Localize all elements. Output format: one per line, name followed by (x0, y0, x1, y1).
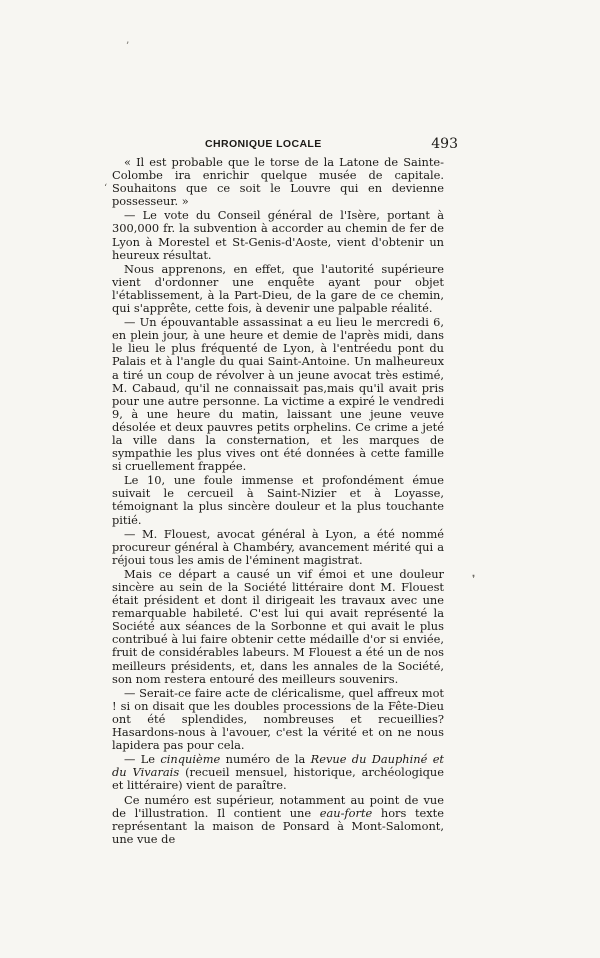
margin-mark-top: ’ (126, 41, 130, 52)
margin-mark-right: ❜ (472, 574, 476, 585)
article-body (112, 156, 444, 846)
paragraph: — Un épouvantable assassinat a eu lieu le mercredi 6, en plein jour, à une heure et demie de l'après midi, dans le lieu le plus fréquenté de Lyon, à l'entréedu pont du Palais et à l'angle du quai Saint-Antoine. Un malheureux a tiré un coup de révolver à un jeune avocat très estimé, M. Cabaud, qu'il ne connaissait pas,mais qu'il avait pris pour une autre personne. La victime a expiré le vendredi 9, à une heure du matin, laissant une jeune veuve désolée et deux pauvres petits orphelins. Ce crime a jeté la ville dans la consternation, et les marques de sympathie les plus vives ont été données à cette famille si cruellement frappée. (112, 315, 444, 474)
paragraph: — Le vote du Conseil général de l'Isère, portant à 300,000 fr. la subvention à accorder au chemin de fer de Lyon à Morestel et St-Genis-d'Aoste, vient d'obtenir un heureux résultat. (112, 208, 444, 262)
paragraph: « Il est probable que le torse de la Latone de Sainte-Colombe ira enrichir quelque musée de capitale. Souhaitons que ce soit le Louvre qui en devienne possesseur. » (112, 155, 444, 209)
italic-text: cinquième (160, 752, 221, 767)
paragraph: Ce numéro est supérieur, notamment au point de vue de l'illustration. Il contient une eau-forte hors texte représentant la maison de Ponsard à Mont-Salomont, une vue de (112, 792, 445, 846)
margin-mark-left: ‘ (104, 183, 108, 194)
paragraph: — Le cinquième numéro de la Revue du Dauphiné et du Vivarais (recueil mensuel, historique, archéologique et littéraire) vient de paraître. (112, 752, 445, 793)
page-header (112, 136, 458, 154)
paragraph: Le 10, une foule immense et profondément émue suivait le cercueil à Saint-Nizier et à Loyasse, témoignant la plus sincère douleur et la plus touchante pitié. (112, 473, 444, 527)
paragraph: Nous apprenons, en effet, que l'autorité supérieure vient d'ordonner une enquête ayant pour objet l'établissement, à la Part-Dieu, de la gare de ce chemin, qui s'apprête, cette fois, à devenir une palpable réalité. (112, 261, 444, 316)
page-number: 493 (431, 136, 458, 152)
italic-text: eau-forte (319, 805, 373, 820)
paragraph: — M. Flouest, avocat général à Lyon, a été nommé procureur général à Chambéry, avancement mérité qui a réjoui tous les amis de l'éminent magistrat. (112, 526, 444, 567)
italic-title: Revue du Dauphiné et du Vivarais (112, 752, 445, 780)
running-head: CHRONIQUE LOCALE (205, 138, 322, 150)
paragraph: Mais ce départ a causé un vif émoi et une douleur sincère au sein de la Société littéraire dont M. Flouest était président et dont il dirigeait les travaux avec une remarquable habileté. C'est lui qui avait représenté la Société aux séances de la Sorbonne et qui avait le plus contribué à lui faire obtenir cette médaille d'or si enviée, fruit de considérables labeurs. M Flouest a été un de nos meilleurs présidents, et, dans les annales de la Société, son nom restera entouré des meilleurs souvenirs. (112, 566, 444, 686)
paragraph: — Serait-ce faire acte de cléricalisme, quel affreux mot ! si on disait que les doubles processions de la Fête-Dieu ont été splendides, nombreuses et recueillies? Hasardons-nous à l'avouer, c'est la vérité et on ne nous lapidera pas pour cela. (112, 685, 444, 753)
